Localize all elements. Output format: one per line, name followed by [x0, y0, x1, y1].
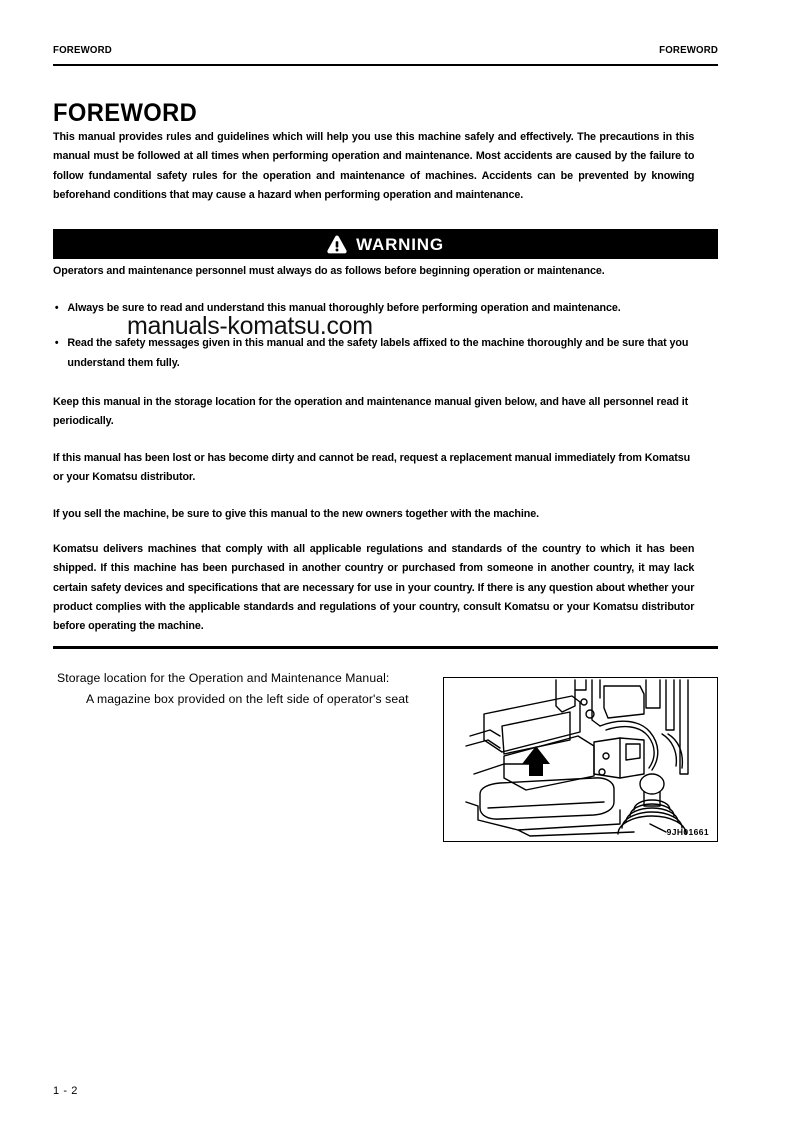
- figure-id-label: 9JH01661: [666, 827, 709, 837]
- list-item-text: Read the safety messages given in this manual and the safety labels affixed to the machine thoroughly and be sure that you understand them fully.: [67, 337, 689, 369]
- warning-triangle-icon: [327, 235, 347, 254]
- warning-label: WARNING: [356, 234, 444, 254]
- list-item: [53, 334, 694, 373]
- header-divider: [53, 64, 718, 66]
- storage-location-detail: A magazine box provided on the left side of operator's seat: [86, 692, 409, 706]
- paragraph-regulations: Komatsu delivers machines that comply with all applicable regulations and standards of the country to which it has been shipped. If this machine has been purchased in another country or purchased from someone in another country, it may lack certain safety devices and specifications that are necessary for use in your country. If there is any question about whether your product complies with the applicable standards and regulations of your country, consult Komatsu or your Komatsu distributor before operating the machine.: [53, 543, 695, 633]
- operator-seat-line-drawing: [444, 678, 716, 840]
- section-divider: [53, 646, 718, 649]
- list-item-text: Always be sure to read and understand this manual thoroughly before performing operation and maintenance.: [67, 302, 621, 314]
- paragraph-replacement-manual: If this manual has been lost or has become dirty and cannot be read, request a replacement manual immediately from Komatsu or your Komatsu distributor.: [53, 452, 691, 484]
- storage-location-heading: Storage location for the Operation and Maintenance Manual:: [57, 671, 390, 685]
- operator-seat-figure: [443, 677, 718, 842]
- bullet-marker: •: [54, 302, 59, 314]
- page-title: FOREWORD: [53, 99, 198, 127]
- site-watermark: manuals-komatsu.com: [127, 312, 373, 340]
- storage-location-block: [57, 668, 437, 710]
- intro-paragraph: This manual provides rules and guidelines which will help you use this machine safely and effectively. The precautions in this manual must be followed at all times when performing operation and maintenance. Most accidents are caused by the failure to follow fundamental safety rules for the operation and maintenance of machines. Accidents can be prevented by knowing beforehand conditions that may cause a hazard when performing operation and maintenance.: [53, 131, 695, 201]
- warning-lead-text: Operators and maintenance personnel must always do as follows before beginning operation or maintenance.: [53, 265, 605, 277]
- page-number: 1 - 2: [53, 1085, 79, 1097]
- header-title-left: FOREWORD: [53, 44, 112, 56]
- warning-banner: [53, 229, 718, 259]
- paragraph-sell-machine: If you sell the machine, be sure to give this manual to the new owners together with the machine.: [53, 508, 540, 520]
- page-header: [53, 44, 718, 66]
- header-title-right: FOREWORD: [659, 44, 718, 56]
- paragraph-storage-location: Keep this manual in the storage location for the operation and maintenance manual given below, and have all personnel read it periodically.: [53, 396, 689, 428]
- bullet-marker: •: [54, 337, 59, 350]
